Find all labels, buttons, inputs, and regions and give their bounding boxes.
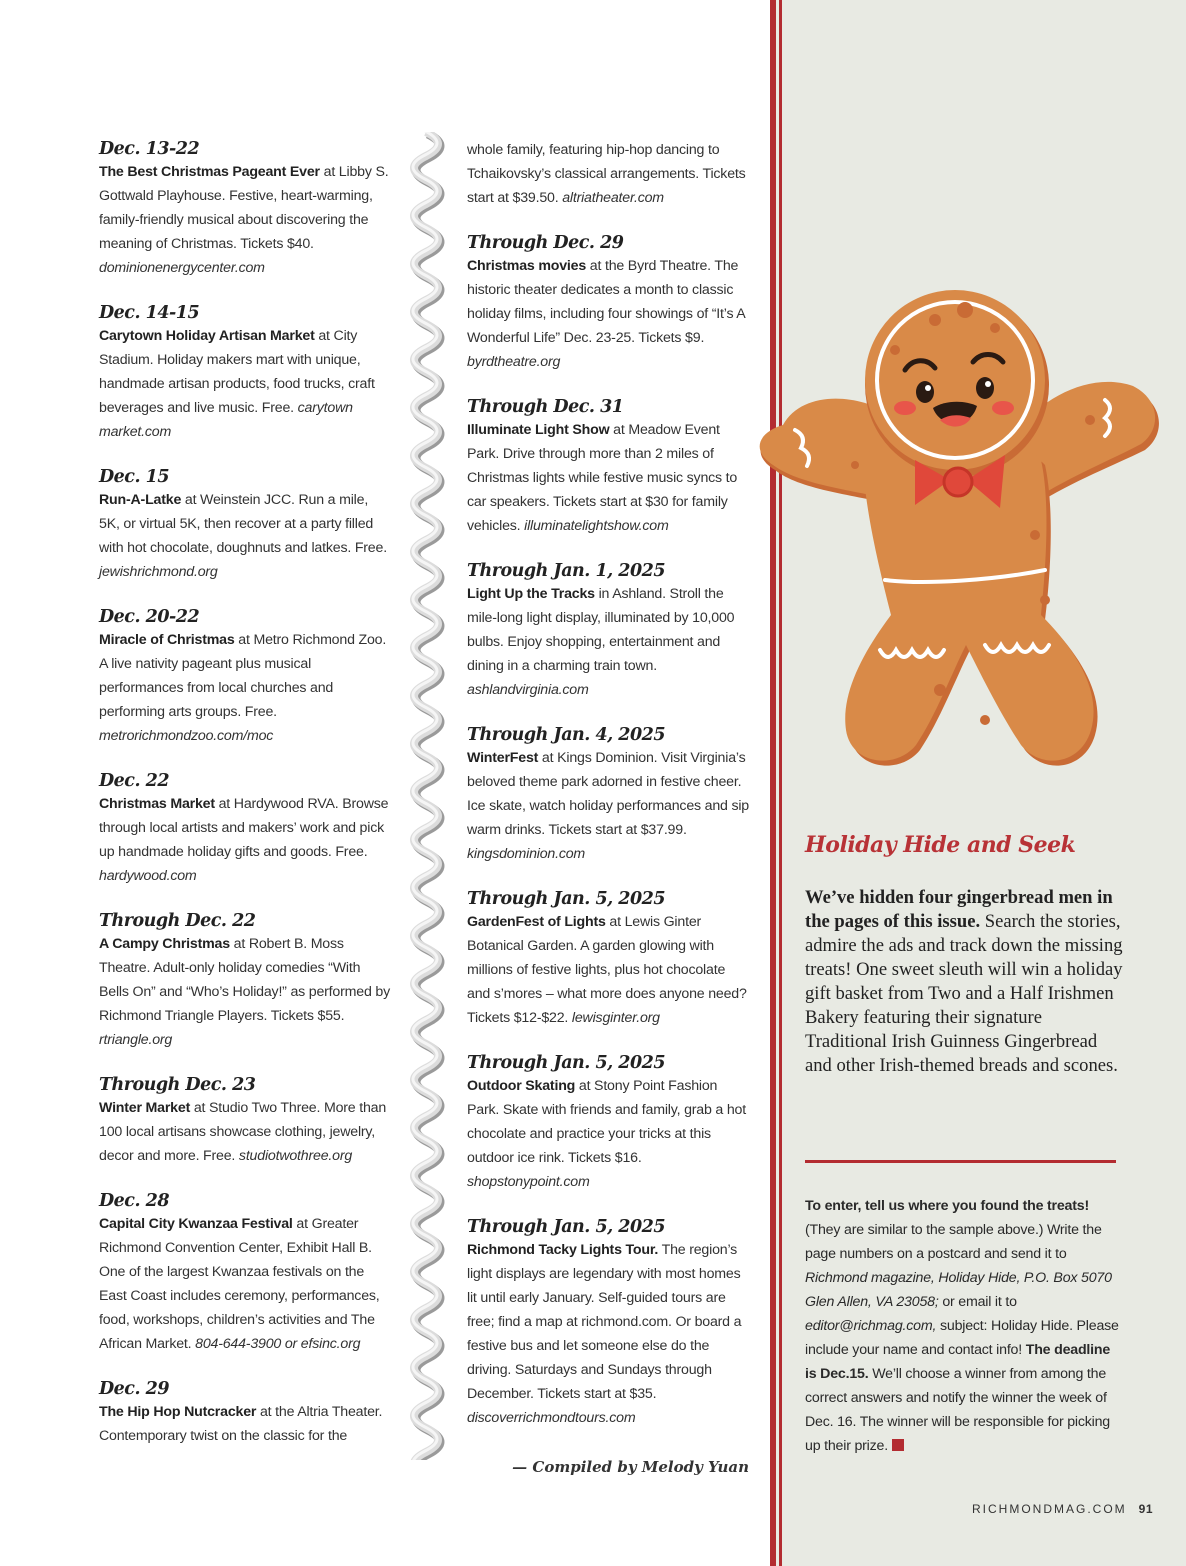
event-link[interactable]: dominionenergycenter.com (99, 260, 265, 276)
event-title: Illuminate Light Show (467, 422, 610, 438)
continued-event-text: whole family, featuring hip-hop dancing to Tchaikovsky’s classical arrangements. Tickets start at $39.50. altriatheater.com (467, 142, 746, 206)
sidebar-body: We’ve hidden four gingerbread men in the pages of this issue. Search the stories, admire the ads and track down the missing treats! One sweet sleuth will win a holiday gift basket from Two and a Half Irishmen Bakery featuring their signature Traditional Irish Guinness Gingerbread and other Irish-themed breads and scones. (805, 887, 1123, 1076)
event-description: at Lewis Ginter Botanical Garden. A garden glowing with millions of festive lights, plus hot chocolate and s’mores – what more does anyone need? Tickets $12-$22. (467, 914, 747, 1026)
event-listing (467, 558, 749, 702)
event-date: Through Jan. 4, 2025 (467, 725, 666, 745)
event-title: Miracle of Christmas (99, 632, 235, 648)
event-listing (467, 230, 749, 374)
event-title: A Campy Christmas (99, 936, 230, 952)
event-link[interactable]: metrorichmondzoo.com/moc (99, 728, 274, 744)
event-link[interactable]: altriatheater.com (562, 190, 664, 206)
event-date: Through Dec. 23 (99, 1075, 256, 1095)
event-description: at Weinstein JCC. Run a mile, 5K, or virtual 5K, then recover at a party filled with hot chocolate, doughnuts and latkes. Free. (99, 492, 387, 556)
event-title: GardenFest of Lights (467, 914, 606, 930)
event-title: Outdoor Skating (467, 1078, 576, 1094)
event-description: at Studio Two Three. More than 100 local artisans showcase clothing, jewelry, decor and more. Free. (99, 1100, 387, 1164)
event-title: Winter Market (99, 1100, 191, 1116)
event-date: Through Dec. 31 (467, 397, 624, 417)
sidebar-divider (805, 1160, 1116, 1163)
event-description: in Ashland. Stroll the mile-long light display, illuminated by 10,000 bulbs. Enjoy shopping, entertainment and dining in a charming train town. (467, 586, 735, 674)
event-link[interactable]: illuminatelightshow.com (524, 518, 669, 534)
event-title: Run-A-Latke (99, 492, 182, 508)
event-title: Light Up the Tracks (467, 586, 595, 602)
event-description: at City Stadium. Holiday makers mart with unique, handmade artisan products, food trucks, craft beverages and live music. Free. (99, 328, 375, 416)
gingerbread-man-illustration (745, 280, 1175, 790)
site-name[interactable]: RICHMONDMAG.COM (972, 1502, 1127, 1516)
event-listing (99, 1188, 391, 1356)
deadline: The deadline is Dec.15. (805, 1342, 1111, 1382)
event-description: at Greater Richmond Convention Center, Exhibit Hall B. One of the largest Kwanzaa festivals on the East Coast includes ceremony, performances, food, workshops, children’s activities and The African Market. (99, 1216, 380, 1352)
event-link[interactable]: kingsdominion.com (467, 846, 586, 862)
event-listing (99, 136, 391, 280)
event-title: Carytown Holiday Artisan Market (99, 328, 315, 344)
event-title: The Best Christmas Pageant Ever (99, 164, 320, 180)
event-description: at the Byrd Theatre. The historic theater dedicates a month to classic holiday films, including four showings of “It’s A Wonderful Life” Dec. 23-25. Tickets $9. (467, 258, 745, 346)
page-footer (972, 1502, 1153, 1516)
event-link[interactable]: discoverrichmondtours.com (467, 1410, 636, 1426)
event-date: Through Jan. 5, 2025 (467, 889, 666, 909)
entry-instructions: To enter, tell us where you found the treats! (They are similar to the sample above.) Write the page numbers on a postcard and send it to Richmond magazine, Holiday Hide, P.O. Box 5070 Glen Allen, VA 23058; or email it to editor@richmag.com, subject: Holiday Hide. Please include your name and contact info! The deadline is Dec.15. We’ll choose a winner from among the correct answers and notify the winner the week of Dec. 16. The winner will be responsible for picking up their prize. (805, 1198, 1119, 1454)
event-listing (99, 604, 391, 748)
event-link[interactable]: ashlandvirginia.com (467, 682, 589, 698)
event-date: Through Dec. 22 (99, 911, 256, 931)
event-description: at Stony Point Fashion Park. Skate with friends and family, grab a hot chocolate and practice your tricks at this outdoor ice rink. Tickets $16. (467, 1078, 746, 1166)
event-listing (99, 1072, 391, 1168)
event-description: at Meadow Event Park. Drive through more than 2 miles of Christmas lights while festive music syncs to car speakers. Tickets start at $30 for family vehicles. (467, 422, 738, 534)
event-date: Dec. 20-22 (99, 607, 200, 627)
event-listing (99, 908, 391, 1052)
event-title: Richmond Tacky Lights Tour. (467, 1242, 659, 1258)
event-link[interactable]: jewishrichmond.org (99, 564, 218, 580)
event-listing (99, 464, 391, 584)
event-listing (467, 886, 749, 1030)
page-number: 91 (1138, 1502, 1154, 1516)
event-title: Christmas Market (99, 796, 215, 812)
event-listing (467, 1214, 749, 1430)
event-title: WinterFest (467, 750, 539, 766)
events-list-right (467, 230, 749, 1430)
event-listing (467, 722, 749, 866)
end-mark-icon (892, 1439, 904, 1451)
email-link[interactable]: editor@richmag.com, (805, 1318, 937, 1334)
event-date: Dec. 13-22 (99, 139, 200, 159)
events-column-left (99, 136, 391, 1468)
event-description: at Hardywood RVA. Browse through local artists and makers’ work and pick up handmade holiday gifts and goods. Free. (99, 796, 389, 860)
event-date: Through Jan. 5, 2025 (467, 1053, 666, 1073)
event-date: Dec. 29 (99, 1379, 170, 1399)
wavy-ribbon-divider (400, 132, 452, 1460)
event-link[interactable]: rtriangle.org (99, 1032, 173, 1048)
event-link[interactable]: byrdtheatre.org (467, 354, 561, 370)
event-date: Dec. 28 (99, 1191, 170, 1211)
event-date: Dec. 15 (99, 467, 170, 487)
event-description: at the Altria Theater. Contemporary twist on the classic for the (99, 1404, 383, 1444)
event-date: Dec. 22 (99, 771, 170, 791)
event-title: Christmas movies (467, 258, 587, 274)
event-date: Through Jan. 1, 2025 (467, 561, 666, 581)
event-link[interactable]: studiotwothree.org (238, 1148, 353, 1164)
event-link[interactable]: hardywood.com (99, 868, 197, 884)
event-date: Through Dec. 29 (467, 233, 624, 253)
event-listing (467, 1050, 749, 1194)
event-title: Capital City Kwanzaa Festival (99, 1216, 293, 1232)
event-listing (467, 394, 749, 538)
event-link[interactable]: shopstonypoint.com (467, 1174, 590, 1190)
event-description: at Metro Richmond Zoo. A live nativity pageant plus musical performances from local churches and performing arts groups. Free. (99, 632, 387, 720)
event-listing (99, 300, 391, 444)
event-listing (99, 768, 391, 888)
event-description: at Robert B. Moss Theatre. Adult-only holiday comedies “With Bells On” and “Who’s Holiday!” as performed by Richmond Triangle Players. Tickets $55. (99, 936, 390, 1024)
event-date: Through Jan. 5, 2025 (467, 1217, 666, 1237)
event-date: Dec. 14-15 (99, 303, 200, 323)
credit-line: — Compiled by Melody Yuan (512, 1458, 749, 1476)
gingerbread-icon (760, 290, 1159, 766)
event-description: at Libby S. Gottwald Playhouse. Festive, heart-warming, family-friendly musical about discovering the meaning of Christmas. Tickets $40. (99, 164, 389, 252)
event-title: The Hip Hop Nutcracker (99, 1404, 257, 1420)
event-link[interactable]: lewisginter.org (571, 1010, 660, 1026)
event-listing (99, 1376, 391, 1448)
event-link[interactable]: carytown market.com (99, 400, 353, 440)
event-link[interactable]: 804-644-3900 or efsinc.org (195, 1336, 361, 1352)
events-column-right (467, 136, 749, 1476)
sidebar-title: Holiday Hide and Seek (805, 832, 1076, 858)
event-description: at Kings Dominion. Visit Virginia’s beloved theme park adorned in festive cheer. Ice skate, watch holiday performances and sip warm drinks. Tickets start at $37.99. (467, 750, 749, 838)
event-description: The region’s light displays are legendary with most homes lit until early January. Self-guided tours are free; find a map at richmond.com. Or board a festive bus and let someone else do the driving. Saturdays and Sundays through December. Tickets start at $35. (467, 1242, 742, 1402)
